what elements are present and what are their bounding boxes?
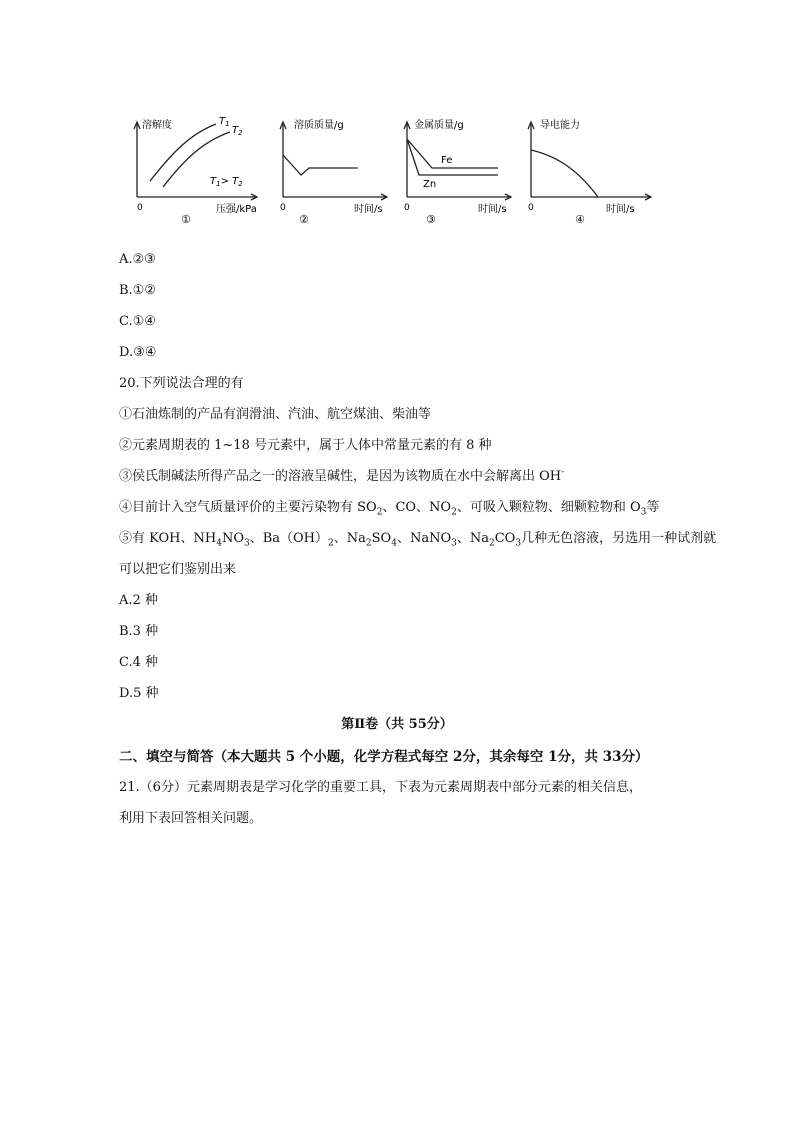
figure-1-note: $T_1> T_2$: [210, 176, 243, 188]
figure-4-ylabel: 导电能力: [540, 120, 580, 131]
figure-3-curve-zn: [407, 139, 498, 175]
figure-4-curve: [531, 150, 598, 197]
part2-title: 第Ⅱ卷（共 55分）: [341, 717, 453, 732]
graph-figures: [118, 112, 658, 230]
figure-1-curve-t1: [150, 124, 216, 181]
q21-line-2: 利用下表回答相关问题。: [119, 811, 263, 826]
figure-4-origin: 0: [528, 203, 534, 213]
figure-4-xlabel: 时间/s: [606, 204, 635, 215]
q20-statement-5-continued: 可以把它们鉴别出来: [119, 562, 237, 577]
q20-option-a[interactable]: A.2 种: [119, 593, 158, 608]
figure-2-caption: ②: [299, 213, 309, 226]
figure-3-label-zn: Zn: [423, 179, 437, 190]
q20-statement-4: ④目前计入空气质量评价的主要污染物有 $SO_2$、CO、$NO_2$、可吸入颗粒物、细颗粒物和 $O_3$等: [119, 500, 660, 518]
section2-title: 二、填空与简答（本大题共 5 个小题，化学方程式每空 2分，其余每空 1分，共 33分）: [119, 749, 649, 765]
figure-1-label-t2: $T_2$: [232, 125, 243, 137]
q19-option-d[interactable]: D.③④: [119, 345, 157, 360]
figure-2-solute-mass-time: [264, 112, 394, 230]
figure-1-solubility-pressure: [118, 112, 258, 230]
figure-3-metal-mass-time: [388, 112, 518, 230]
q19-option-b[interactable]: B.①②: [119, 283, 156, 298]
figure-3-xlabel: 时间/s: [478, 204, 507, 215]
q20-statement-3: ③侯氏制碱法所得产品之一的溶液呈碱性，是因为该物质在水中会解离出 OH-: [119, 467, 565, 484]
figure-3-caption: ③: [426, 213, 436, 226]
figure-1-xlabel: 压强/kPa: [216, 204, 257, 215]
figure-1-ylabel: 溶解度: [142, 120, 172, 131]
q20-statement-2: ②元素周期表的 1~18 号元素中，属于人体中常量元素的有 8 种: [119, 438, 492, 453]
q20-option-b[interactable]: B.3 种: [119, 624, 159, 639]
q21-line-1: 21.（6分）元素周期表是学习化学的重要工具，下表为元素周期表中部分元素的相关信息，: [119, 780, 642, 795]
figure-2-origin: 0: [280, 203, 286, 213]
figure-2-xlabel: 时间/s: [354, 204, 383, 215]
q20-statement-1: ①石油炼制的产品有润滑油、汽油、航空煤油、柴油等: [119, 407, 432, 422]
q20-statement-5: ⑤有 KOH、$NH_4NO_3$、$Ba(OH)_2$、$Na_2SO_4$、NaNO$_3$、$Na_2CO_3$几种无色溶液，另选用一种试剂就: [119, 531, 717, 549]
q20-option-c[interactable]: C.4 种: [119, 655, 159, 670]
q20-stem: 20.下列说法合理的有: [119, 376, 244, 391]
figure-1-label-t1: $T_1$: [219, 116, 230, 128]
figure-3-origin: 0: [404, 203, 410, 213]
figure-3-label-fe: Fe: [441, 155, 453, 166]
figure-1-origin: 0: [137, 203, 143, 213]
figure-1-caption: ①: [181, 213, 191, 226]
q20-option-d[interactable]: D.5 种: [119, 686, 159, 701]
figure-2-ylabel: 溶质质量/g: [294, 120, 344, 131]
figure-4-conductivity-time: [512, 112, 658, 230]
figure-3-curve-fe: [407, 139, 498, 168]
q19-option-a[interactable]: A.②③: [119, 252, 156, 267]
figure-4-caption: ④: [575, 213, 585, 226]
figure-2-curve: [283, 155, 358, 175]
figure-3-ylabel: 金属质量/g: [414, 120, 464, 131]
q19-option-c[interactable]: C.①④: [119, 314, 156, 329]
